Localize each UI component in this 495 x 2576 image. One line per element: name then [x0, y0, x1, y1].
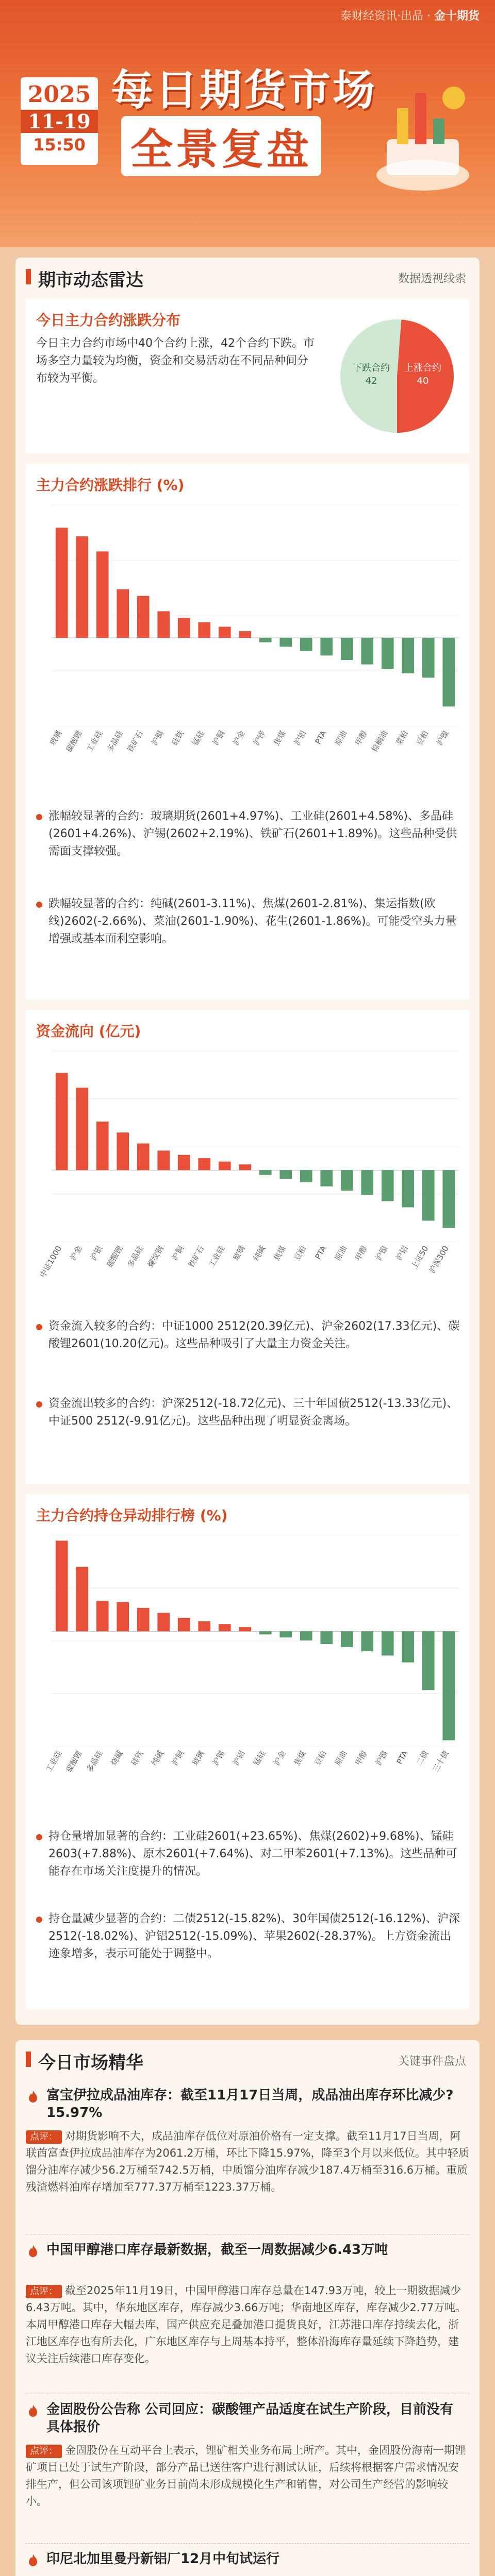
tick-label: 碳酸锂	[105, 1244, 125, 1269]
oi-block	[26, 1494, 469, 2009]
flow-title: 资金流向 (亿元)	[36, 1023, 141, 1040]
tick-label: 沪镍	[373, 1244, 390, 1262]
tick-label: 沪金	[68, 1244, 84, 1262]
bar-甲醇	[361, 638, 373, 665]
radar-section-header	[15, 258, 480, 294]
bar-多晶硅	[117, 589, 129, 638]
bar-铁矿石	[137, 596, 150, 638]
tick-label: 纯碱	[150, 1749, 166, 1767]
header-brand: 金十期货	[434, 10, 480, 23]
tick-label: 铁矿石	[186, 1244, 206, 1269]
bar-沪锡	[219, 1624, 231, 1631]
bar-沪铜	[219, 627, 231, 638]
news-body	[26, 2282, 469, 2367]
header-topline: 泰财经资讯·出品 · 金十期货	[340, 10, 480, 23]
tick-label: PTA	[313, 729, 328, 746]
tick-label: 工业硅	[44, 1749, 64, 1774]
tick-label: 铁矿石	[125, 729, 145, 754]
page-header	[0, 0, 495, 247]
header-topline-prefix: 泰财经资讯·出品	[340, 10, 423, 23]
tick-label: 豆粕	[312, 1749, 328, 1767]
tick-label: 沪镍	[373, 1749, 390, 1767]
date-box	[21, 77, 98, 165]
bar-沪铝	[300, 638, 312, 651]
ranking-title: 主力合约涨跌排行 (%)	[36, 477, 185, 494]
tick-label: 玻璃	[47, 729, 64, 747]
tick-label: 硅铁	[170, 729, 186, 747]
fire-icon	[26, 2404, 40, 2418]
bar-玻璃	[198, 1621, 210, 1631]
fire-icon	[26, 2244, 40, 2259]
bar-螺纹钢	[157, 1150, 170, 1170]
gain-chart	[31, 500, 464, 788]
distribution-block	[26, 299, 469, 453]
bar-中证1000	[56, 1073, 68, 1171]
bar-棕榈油	[382, 638, 394, 669]
bar-PTA	[320, 1170, 333, 1186]
bullet-icon	[36, 814, 42, 820]
bar-焦煤	[279, 1170, 292, 1179]
tick-label: 沪铝	[231, 1749, 247, 1767]
bar-沪铜	[178, 1618, 190, 1631]
tick-label: 工业硅	[85, 729, 105, 754]
news-divider	[26, 2543, 469, 2544]
bullet-icon	[36, 1917, 42, 1923]
bar-沪金	[76, 1088, 88, 1170]
bar-上证50	[422, 1170, 435, 1221]
bar-沪镍	[382, 1170, 394, 1201]
tick-label: 棕榈油	[370, 729, 390, 754]
bar-沪镍	[442, 638, 455, 706]
tick-label: 焦煤	[272, 1244, 288, 1262]
tick-label: 沪锡	[210, 1749, 227, 1767]
news-tag: 点评：	[26, 2445, 62, 2458]
bar-豆粕	[300, 1170, 312, 1182]
tick-label: 上证50	[409, 1244, 431, 1271]
tick-label: 三十债	[431, 1749, 451, 1774]
page-subtitle: 全景复盘	[121, 116, 321, 176]
tick-label: 纯碱	[251, 1244, 268, 1262]
tick-label: 沪铝	[292, 729, 308, 747]
tick-label: 甲醇	[353, 729, 369, 747]
news-tag: 点评：	[26, 2130, 62, 2144]
bar-PTA	[320, 638, 333, 655]
oi-title: 主力合约持仓异动排行榜 (%)	[36, 1507, 228, 1524]
news-section-header	[15, 2040, 480, 2076]
bar-PTA	[402, 1631, 414, 1662]
bar-工业硅	[219, 1162, 231, 1171]
tick-label: 沪深300	[427, 1244, 451, 1275]
bullet-icon	[36, 1324, 42, 1330]
tick-label: 二债	[414, 1749, 431, 1767]
bar-沪镍	[382, 1631, 394, 1655]
oi-down-text: 持仓量减少显著的合约：二债2512(-15.82%)、30年国债2512(-16.12%)、沪深2512(-18.02%)、沪铝2512(-15.09%)、苹果2602(-28.37%)。上方资金流出迹象增多，表示可能处于调整中。	[48, 1912, 460, 1960]
oi-chart	[31, 1530, 464, 1808]
news-tag: 点评：	[26, 2285, 62, 2298]
bullet-icon	[36, 1401, 42, 1408]
tick-label: 多晶硅	[105, 729, 125, 754]
distribution-title: 今日主力合约涨跌分布	[36, 312, 181, 329]
section-marker	[26, 269, 31, 284]
tick-label: 沪铜	[210, 729, 227, 747]
loss-text: 跌幅较显著的合约：纯碱(2601-3.11%)、焦煤(2601-2.81%)、集运指数(欧线)2602(-2.66%)、菜油(2601-1.90%)、花生(2601-1.86%)。可能受空头力量增强或基本面利空影响。	[48, 897, 457, 945]
tick-label: 中证1000	[38, 1244, 64, 1280]
bar-纯碱	[157, 1613, 170, 1632]
tick-label: 多晶硅	[85, 1749, 105, 1774]
bar-铁矿石	[198, 1158, 210, 1170]
pie-up-label: 上涨合约	[404, 363, 441, 374]
tick-label: 沪铝	[394, 1244, 410, 1262]
tick-label: 锰硅	[251, 1749, 268, 1767]
news-title[interactable]: 富宝伊拉成品油库存：截至11月17日当周，成品油出库存环比减少?15.97%	[46, 2088, 454, 2121]
oi-up-text: 持仓量增加显著的合约：工业硅2601(+23.65%)、焦煤(2602)+9.68%)、锰硅2603(+7.88%)、原木2601(+7.64%)、对二甲苯2601(+7.13%)。这些品种可能存在市场关注度提升的情况。	[48, 1830, 457, 1878]
news-section-title: 今日市场精华	[38, 2053, 143, 2073]
news-body-text: 对期货影响不大，成品油库存低位对原油价格有一定支撑。截至11月17日当周，阿联酋富查伊拉成品油库存为2061.2万桶，环比下降15.97%，降至3个月以来低位。其中轻质馏分油库存减少56.2万桶至742.5万桶，中质馏分油库存减少187.4万桶至316.6万桶。重质残渣燃料油库存增加至777.37万桶至1223.37万桶。	[26, 2130, 469, 2193]
tick-label: PTA	[313, 1244, 328, 1261]
bar-菜粕	[402, 638, 414, 673]
bar-焦煤	[279, 638, 292, 647]
bar-锰硅	[259, 1631, 272, 1634]
tick-label: 沪锌	[251, 729, 268, 747]
flow-out-text: 资金流出较多的合约：沪深2512(-18.72亿元)、三十年国债2512(-13.33亿元)、中证500 2512(-9.91亿元)。这些品种出现了明显资金离场。	[48, 1397, 458, 1428]
distribution-text: 今日主力合约市场中40个合约上涨，42个合约下跌。市场多空力量较为均衡，资金和交易活动在不同品种间分布较为平衡。	[36, 337, 315, 385]
tick-label: 沪铜	[170, 1749, 186, 1767]
bar-碳酸锂	[117, 1132, 129, 1170]
tick-label: 豆粕	[292, 1244, 308, 1262]
bar-沪铝	[239, 1627, 251, 1631]
tick-label: 沪金	[272, 1749, 288, 1767]
tick-label: 甲醇	[353, 1749, 369, 1767]
bar-沪铜	[178, 1155, 190, 1171]
bar-焦煤	[300, 1631, 312, 1640]
bar-玻璃	[239, 1164, 251, 1170]
bar-二债	[422, 1631, 435, 1690]
date-year: 2025	[27, 81, 91, 108]
pie-down-value: 42	[365, 376, 377, 386]
bar-三十债	[442, 1631, 455, 1740]
bar-碳酸锂	[76, 1567, 88, 1631]
bullet-icon	[36, 902, 42, 908]
tick-label: 豆粕	[414, 729, 431, 747]
news-body	[26, 2442, 469, 2510]
bar-碳酸锂	[76, 536, 88, 638]
date-time: 15:50	[33, 135, 86, 155]
bar-硅铁	[178, 618, 190, 638]
ranking-block	[26, 464, 469, 999]
tick-label: PTA	[394, 1749, 410, 1766]
bar-沪金	[239, 631, 251, 638]
tick-label: 碳酸锂	[64, 729, 84, 754]
tick-label: 原油	[333, 1749, 349, 1767]
bar-沪深300	[442, 1170, 455, 1228]
tick-label: 多晶硅	[125, 1244, 145, 1269]
gain-text: 涨幅较显著的合约：玻璃期货(2601+4.97%)、工业硅(2601+4.58%)、多晶硅(2601+4.26%)、沪锡(2602+2.19%)、铁矿石(2601+1.89%)。这些品种受供需面支撑较强。	[48, 810, 457, 858]
tick-label: 沪金	[231, 729, 247, 747]
tick-label: 螺纹钢	[145, 1244, 166, 1269]
bar-沪铝	[402, 1170, 414, 1207]
news-body-text: 金固股份在互动平台上表示，锂矿相关业务布局上所产。其中，金固股份海南一期锂矿项目已处于试生产阶段，部分产品已送往客户进行测试认证，后续将根据客户需求情况安排生产，但公司该项锂矿业务目前尚未形成规模化生产和销售，对公司生产经营的影响较小。	[26, 2444, 466, 2507]
radar-section-title: 期市动态雷达	[38, 270, 143, 291]
news-title[interactable]: 印尼北加里曼丹新铝厂12月中旬试运行	[46, 2551, 280, 2567]
bar-工业硅	[96, 551, 109, 638]
news-title[interactable]: 中国甲醇港口库存最新数据，截至一周数据减少6.43万吨	[46, 2242, 388, 2258]
distribution-pie	[335, 314, 459, 438]
tick-label: 原油	[333, 729, 349, 747]
bar-玻璃	[56, 528, 68, 638]
news-title[interactable]: 金固股份公告称 公司回应：碳酸锂产品适度在试生产阶段，目前没有具体报价	[46, 2402, 454, 2435]
tick-label: 工业硅	[207, 1244, 227, 1269]
tick-label: 焦煤	[272, 729, 288, 747]
tick-label: 碳酸锂	[64, 1749, 84, 1774]
bar-沪锌	[259, 638, 272, 642]
bar-甲醇	[361, 1170, 373, 1195]
tick-label: 玻璃	[190, 1749, 206, 1767]
radar-section	[15, 258, 480, 2025]
bar-锰硅	[198, 622, 210, 638]
date-month-day: 11-19	[21, 110, 98, 133]
pie-up-value: 40	[417, 376, 429, 386]
flow-in-text: 资金流入较多的合约：中证1000 2512(20.39亿元)、沪金2602(17.33亿元)、碳酸锂2601(10.20亿元)。这些品种吸引了大量主力资金关注。	[48, 1320, 460, 1350]
flow-chart	[31, 1046, 464, 1303]
tick-label: 玻璃	[231, 1244, 247, 1262]
tick-label: 菜粕	[394, 729, 410, 747]
bar-工业硅	[56, 1540, 68, 1631]
bar-沪银	[96, 1122, 109, 1170]
bar-沪锡	[157, 611, 170, 638]
tick-label: 烧碱	[109, 1749, 125, 1767]
bar-纯碱	[259, 1170, 272, 1175]
bar-原油	[341, 1631, 353, 1647]
news-body-text: 截至2025年11月19日，中国甲醇港口库存总量在147.93万吨，较上一期数据减少6.43万吨。其中，华东地区库存，库存减少3.66万吨；华南地区库存，库存减少2.77万吨。本周甲醇港口库存大幅去库，国产供应充足叠加港口提货良好，江苏港口库存持续去化，浙江地区库存也有所去化，广东地区库存与上周基本持平，整体沿海库存量延续下降趋势，建议关注后续港口库存变化。	[26, 2284, 467, 2365]
news-section-right: 关键事件盘点	[398, 2055, 466, 2068]
bar-原油	[341, 1170, 353, 1191]
bar-多晶硅	[96, 1601, 109, 1631]
bar-甲醇	[361, 1631, 373, 1651]
pie-down-label: 下跌合约	[353, 363, 390, 374]
bar-豆粕	[422, 638, 435, 677]
tick-label: 原油	[333, 1244, 349, 1262]
news-section	[15, 2040, 480, 2576]
bullet-icon	[36, 1834, 42, 1840]
tick-label: 焦煤	[292, 1749, 308, 1767]
tick-label: 沪锡	[150, 729, 166, 747]
fire-icon	[26, 2553, 40, 2568]
bar-豆粕	[320, 1631, 333, 1644]
tick-label: 硅铁	[129, 1749, 145, 1767]
bar-烧碱	[117, 1602, 129, 1632]
bar-多晶硅	[137, 1143, 150, 1170]
bar-硅铁	[137, 1608, 150, 1631]
tick-label: 甲醇	[353, 1244, 369, 1262]
section-marker	[26, 2052, 31, 2067]
tick-label: 锰硅	[190, 729, 206, 747]
tick-label: 沪铜	[170, 1244, 186, 1262]
page-title: 每日期货市场	[111, 65, 377, 115]
radar-section-right: 数据透视线索	[398, 273, 466, 285]
header-decoration-icon	[371, 77, 474, 196]
news-body	[26, 2128, 469, 2196]
fire-icon	[26, 2090, 40, 2104]
flow-block	[26, 1010, 469, 1484]
tick-label: 沪银	[88, 1244, 105, 1262]
bar-原油	[341, 638, 353, 660]
bar-沪金	[279, 1631, 292, 1637]
tick-label: 沪镍	[435, 729, 451, 747]
